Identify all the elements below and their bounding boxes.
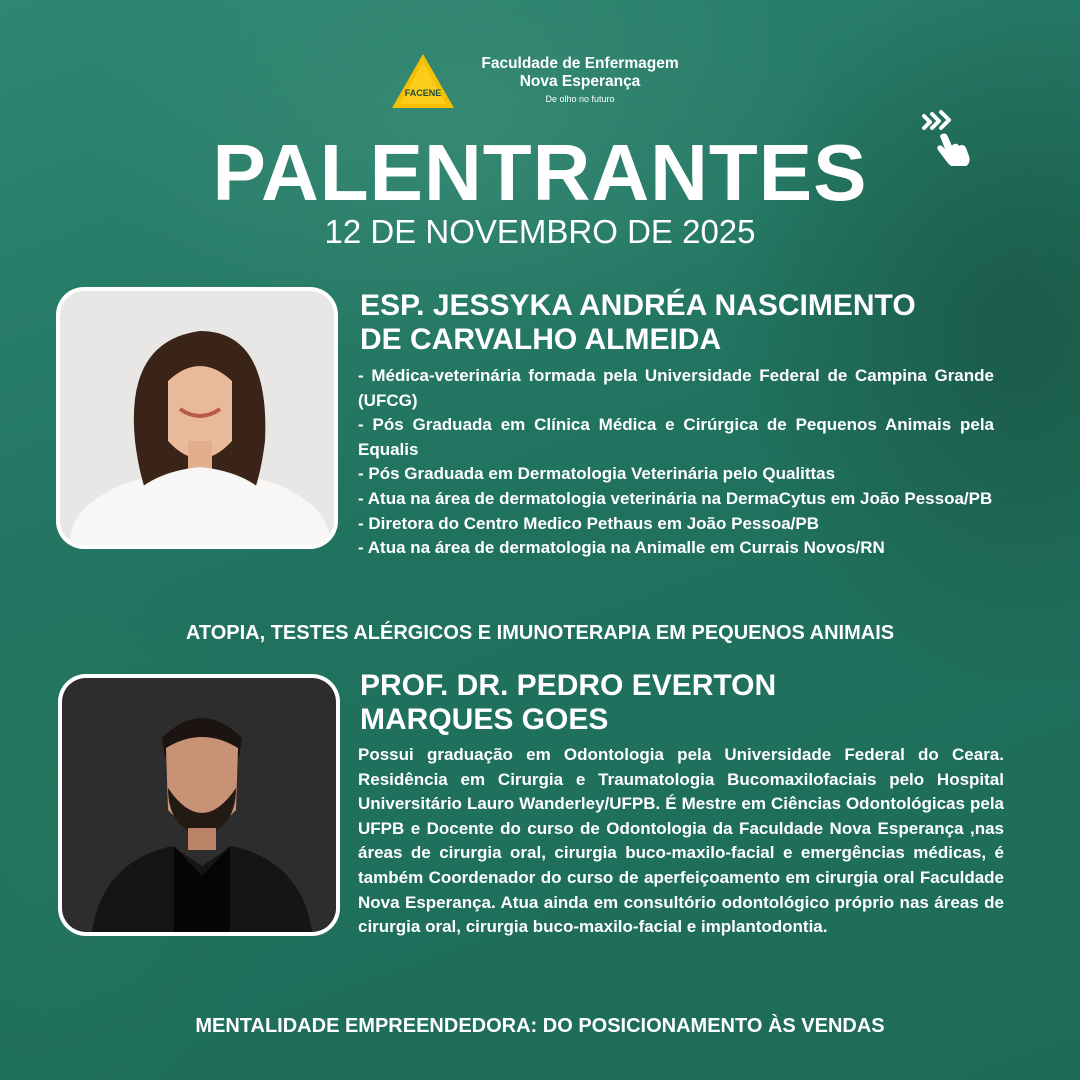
speaker-1-bio-item: - Atua na área de dermatologia veterinária na DermaCytus em João Pessoa/PB	[358, 488, 993, 508]
speaker-2-name	[360, 669, 776, 737]
speaker-2-name-line1: PROF. DR. PEDRO EVERTON	[360, 669, 777, 702]
institution-tagline: De olho no futuro	[545, 94, 615, 104]
speaker-1-bio-item: - Diretora do Centro Medico Pethaus em João Pessoa/PB	[358, 513, 820, 533]
speaker-2-bio: Possui graduação em Odontologia pela Universidade Federal do Ceara. Residência em Cirurgia e Traumatologia Bucomaxilofaciais pelo Hospital Universitário Lauro Wanderley/UFPB. É Mestre em Ciências Odontológicas pela UFPB e Docente do curso de Odontologia da Faculdade Nova Esperança ,nas áreas de cirurgia oral, cirurgia buco-maxilo-facial e emergências médicas, é também Coordenador do curso de aperfeiçoamento em cirurgia oral Faculdade Nova Esperança. Atua ainda em consultório odontológico próprio nas áreas de cirurgia oral, cirurgia buco-maxilo-facial e implantodontia.	[358, 745, 1004, 937]
institution-line1: Faculdade de Enfermagem	[481, 55, 679, 72]
woman-portrait-photo	[60, 291, 334, 545]
man-portrait-photo	[62, 678, 336, 932]
speaker-1-topic: ATOPIA, TESTES ALÉRGICOS E IMUNOTERAPIA EM PEQUENOS ANIMAIS	[185, 622, 895, 644]
event-date: 12 DE NOVEMBRO DE 2025	[324, 213, 756, 250]
speaker-2-topic: MENTALIDADE EMPREENDEDORA: DO POSICIONAMENTO ÀS VENDAS	[195, 1015, 885, 1037]
institution-name	[460, 55, 700, 91]
speaker-1-name	[360, 289, 916, 357]
institution-line2: Nova Esperança	[519, 73, 641, 90]
facene-logo	[390, 52, 700, 112]
tap-hand-icon	[916, 106, 976, 166]
speaker-1-name-line2: DE CARVALHO ALMEIDA	[360, 323, 722, 356]
page-title: PALENTRANTES	[212, 128, 868, 217]
speaker-1-bio	[358, 364, 994, 561]
pyramid-logo-icon	[390, 52, 456, 110]
speaker-2-photo	[58, 674, 340, 936]
speaker-1-bio-item: - Pós Graduada em Dermatologia Veterinária pelo Qualittas	[358, 464, 836, 484]
speaker-1-bio-item: - Atua na área de dermatologia na Animalle em Currais Novos/RN	[358, 538, 885, 558]
speaker-1-bio-item: - Médica-veterinária formada pela Universidade Federal de Campina Grande (UFCG)	[358, 366, 994, 410]
speaker-1-bio-item: - Pós Graduada em Clínica Médica e Cirúrgica de Pequenos Animais pela Equalis	[358, 415, 994, 459]
logo-badge: FACENE	[404, 88, 442, 98]
speaker-2-name-line2: MARQUES GOES	[360, 703, 609, 736]
speaker-1-photo	[56, 287, 338, 549]
speaker-1-name-line1: ESP. JESSYKA ANDRÉA NASCIMENTO	[360, 289, 916, 322]
